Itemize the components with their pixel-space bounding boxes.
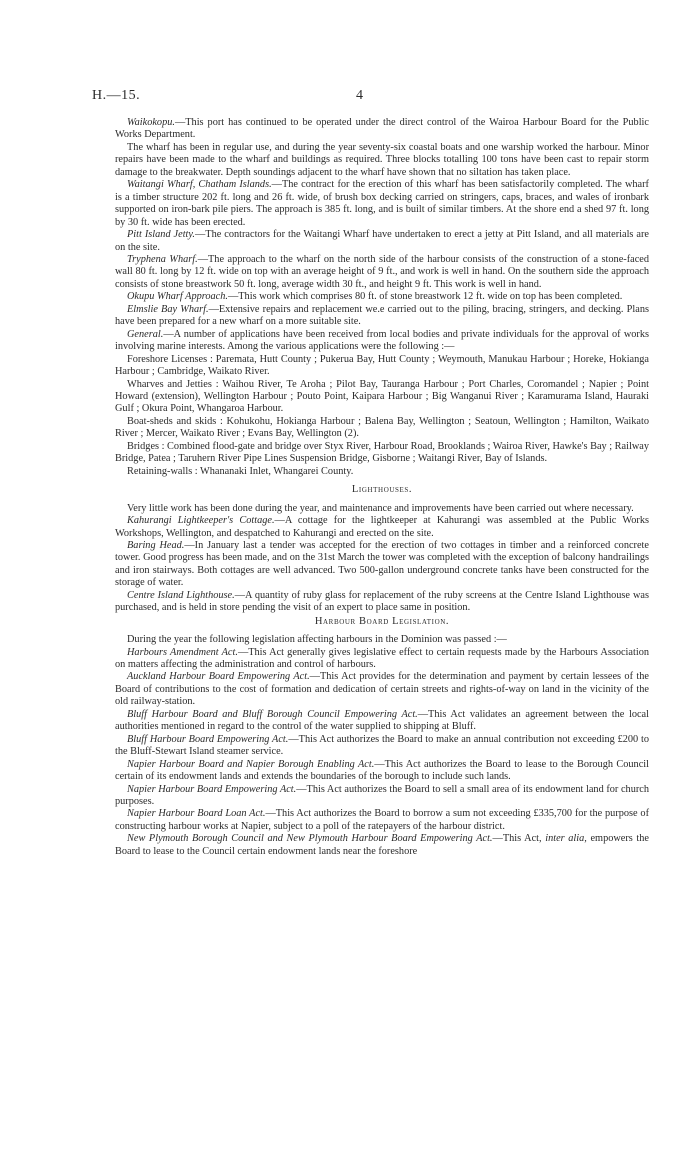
paragraph-text: —This Act authorizes the Board to borrow a sum not exceeding £335,700 for the purpose of constructing harbour works at Napier, subject to a poll of the ratepayers of the harbour district. (115, 808, 649, 832)
paragraph-text: —A number of applications have been received from local bodies and private individuals for the approval of works involving marine interests. Among the various applications were the following :— (115, 328, 649, 353)
paragraph-text: —This Act validates an agreement between the local authorities mentioned in regard to the control of the water supplied to shipping at Bluff. (115, 708, 649, 733)
paragraph (115, 354, 649, 379)
paragraph (115, 590, 649, 615)
paragraph-text: —This work which comprises 80 ft. of stone breastwork 12 ft. wide on top has been completed. (227, 291, 623, 303)
paragraph-text: —A cottage for the lightkeeper at Kahurangi was assembled at the Public Works Workshops, Wellington, and despatched to Kahurangi and erected on the site. (115, 515, 649, 539)
paragraph-text: —This Act provides for the determination and payment by certain lessees of the Board of contributions to the cost of formation and dedication of certain streets and rights-of-way on land in the vicinity of the old railway-station. (115, 671, 649, 708)
paragraph (115, 503, 649, 515)
paragraph (115, 808, 649, 833)
paragraph-heading: Harbours Amendment Act. (127, 646, 238, 658)
paragraph-text: —This Act authorizes the Board to lease to the Borough Council certain of its endowment lands and extends the boundaries of the borough to include such lands. (115, 758, 649, 783)
document-body (115, 117, 649, 858)
paragraph-heading: Centre Island Lighthouse. (127, 589, 235, 601)
paragraph-text: —A quantity of ruby glass for replacement of the ruby screens at the Centre Island Lighthouse was purchased, and is held in store pending the visit of an expert to place same in position. (115, 589, 649, 614)
paragraph (115, 734, 649, 759)
paragraph-heading: Auckland Harbour Board Empowering Act. (127, 671, 310, 683)
section-heading: Harbour Board Legislation. (314, 615, 450, 627)
paragraph (115, 515, 649, 540)
paragraph-text: —In January last a tender was accepted for the erection of two cottages in timber and a reinforced concrete tower. Good progress has been made, and on the 31st March the tower was completed with the exception of balcony handrailings and iron stairways. Both cottages are well advanced. Two 500-gallon underground concrete tanks have been constructed for the storage of water. (115, 539, 649, 589)
section-heading: Lighthouses. (351, 484, 413, 496)
paragraph-text: —This Act authorizes the Board to sell a small area of its endowment land for church purposes. (115, 783, 649, 808)
paragraph-heading: Elmslie Bay Wharf. (127, 303, 209, 315)
paragraph-text: —Extensive repairs and replacement we.e carried out to the piling, bracing, stringers, and decking. Plans have been prepared for a new wharf on a more suitable site. (115, 303, 649, 328)
paragraph (115, 117, 649, 142)
paragraph (115, 179, 649, 229)
paragraph-text: —This port has continued to be operated under the direct control of the Wairoa Harbour Board for the Public Works Department. (115, 117, 649, 141)
paragraph-heading: Pitt Island Jetty. (127, 229, 195, 241)
paragraph (115, 291, 649, 303)
paragraph-heading: Baring Head. (127, 539, 185, 551)
paragraph (115, 329, 649, 354)
inline-italic: inter alia, (545, 833, 587, 845)
paragraph-heading: Kahurangi Lightkeeper's Cottage. (127, 515, 275, 527)
paragraph-heading: Bluff Harbour Board and Bluff Borough Council Empowering Act. (127, 708, 418, 720)
paragraph-text: Boat-sheds and skids : Kohukohu, Hokianga Harbour ; Balena Bay, Wellington ; Seatoun, Wellington ; Hamilton, Waikato River ; Mercer, Waikato River ; Evans Bay, Wellington (2). (115, 415, 649, 440)
paragraph-heading: Bluff Harbour Board Empowering Act. (127, 733, 289, 745)
paragraph (115, 379, 649, 416)
paragraph (115, 254, 649, 291)
paragraph (115, 466, 649, 478)
paragraph (115, 416, 649, 441)
paragraph (115, 441, 649, 466)
report-reference: H.—15. (92, 88, 141, 103)
paragraph-heading: Tryphena Wharf. (127, 253, 198, 265)
paragraph-heading: Okupu Wharf Approach. (127, 291, 228, 303)
paragraph-heading: Napier Harbour Board and Napier Borough Enabling Act. (127, 758, 375, 770)
paragraph-text: During the year the following legislation affecting harbours in the Dominion was passed :— (127, 634, 507, 646)
paragraph (115, 304, 649, 329)
paragraph (115, 142, 649, 179)
page-number: 4 (356, 88, 363, 103)
paragraph-text: Wharves and Jetties : Waihou River, Te Aroha ; Pilot Bay, Tauranga Harbour ; Port Charles, Coromandel ; Napier ; Point Howard (extension), Wellington Harbour ; Pouto Point, Kaipara Harbour ; Big Wanganui River ; Karamurama Island, Hauraki Gulf ; Okura Point, Whangaroa Harbour. (115, 378, 649, 415)
paragraph (115, 634, 649, 646)
paragraph (115, 759, 649, 784)
paragraph (115, 833, 649, 858)
paragraph-text: Very little work has been done during the year, and maintenance and improvements have been carried out where necessary. (127, 502, 634, 514)
paragraph-heading: Waitangi Wharf, Chatham Islands. (127, 179, 272, 191)
paragraph (115, 229, 649, 254)
paragraph-text: —The contract for the erection of this wharf has been satisfactorily completed. The wharf is a timber structure 202 ft. long and 26 ft. wide, of brush box decking carried on stringers, caps, braces, and wales of ironbark supported on iron-bark pile piers. The approach is 385 ft. long, and is built of similar timbers. At the shore end a shed 97 ft. long by 30 ft. wide has been erected. (115, 179, 649, 228)
paragraph-heading: Waikokopu. (127, 117, 175, 128)
paragraph-text: Foreshore Licenses : Paremata, Hutt County ; Pukerua Bay, Hutt County ; Weymouth, Manukau Harbour ; Horeke, Hokianga Harbour ; Cambridge, Waikato River. (115, 353, 649, 378)
paragraph-text: Bridges : Combined flood-gate and bridge over Styx River, Harbour Road, Brooklands ; Wairoa River, Hawke's Bay ; Railway Bridge, Patea ; Taruhern River Pipe Lines Suspension Bridge, Gisborne ; Waitangi River, Bay of Islands. (115, 440, 649, 465)
paragraph-heading: Napier Harbour Board Loan Act. (127, 808, 266, 820)
paragraph-heading: New Plymouth Borough Council and New Plymouth Harbour Board Empowering Act. (127, 833, 493, 845)
paragraph-text: Retaining-walls : Whananaki Inlet, Whangarei County. (127, 465, 354, 477)
paragraph-text: —This Act, (492, 833, 546, 845)
paragraph-text: The wharf has been in regular use, and during the year seventy-six coastal boats and one warship worked the harbour. Minor repairs have been made to the wharf and buildings as required. Three blocks totalling 100 tons have been cast to repair storm damage to the breakwater. Depth soundings adjacent to the wharf have shown that no siltation has taken place. (115, 141, 649, 178)
paragraph-text: —The approach to the wharf on the north side of the harbour consists of the construction of a stone-faced wall 80 ft. long by 12 ft. wide on top with an average height of 9 ft., and work is well in hand. On the southern side the approach consists of stone breastwork 50 ft. long, average width 30 ft., and height 9 ft. This work is well in hand. (115, 253, 649, 290)
paragraph (115, 647, 649, 672)
paragraph (115, 540, 649, 590)
paragraph (115, 709, 649, 734)
paragraph-text: empowers the Board to lease to the Council certain endowment lands near the foreshore (115, 833, 649, 857)
paragraph (115, 671, 649, 708)
paragraph (115, 784, 649, 809)
paragraph-text: —This Act authorizes the Board to make an annual contribution not exceeding £200 to the Bluff-Stewart Island steamer service. (115, 733, 649, 758)
page-header (92, 88, 652, 108)
paragraph-text: —This Act generally gives legislative effect to certain requests made by the Harbours Association on matters affecting the administration and control of harbours. (115, 646, 649, 671)
paragraph-heading: General. (127, 328, 164, 340)
paragraph-text: —The contractors for the Waitangi Wharf have undertaken to erect a jetty at Pitt Island, and all materials are on the site. (115, 229, 649, 253)
paragraph-heading: Napier Harbour Board Empowering Act. (127, 783, 297, 795)
